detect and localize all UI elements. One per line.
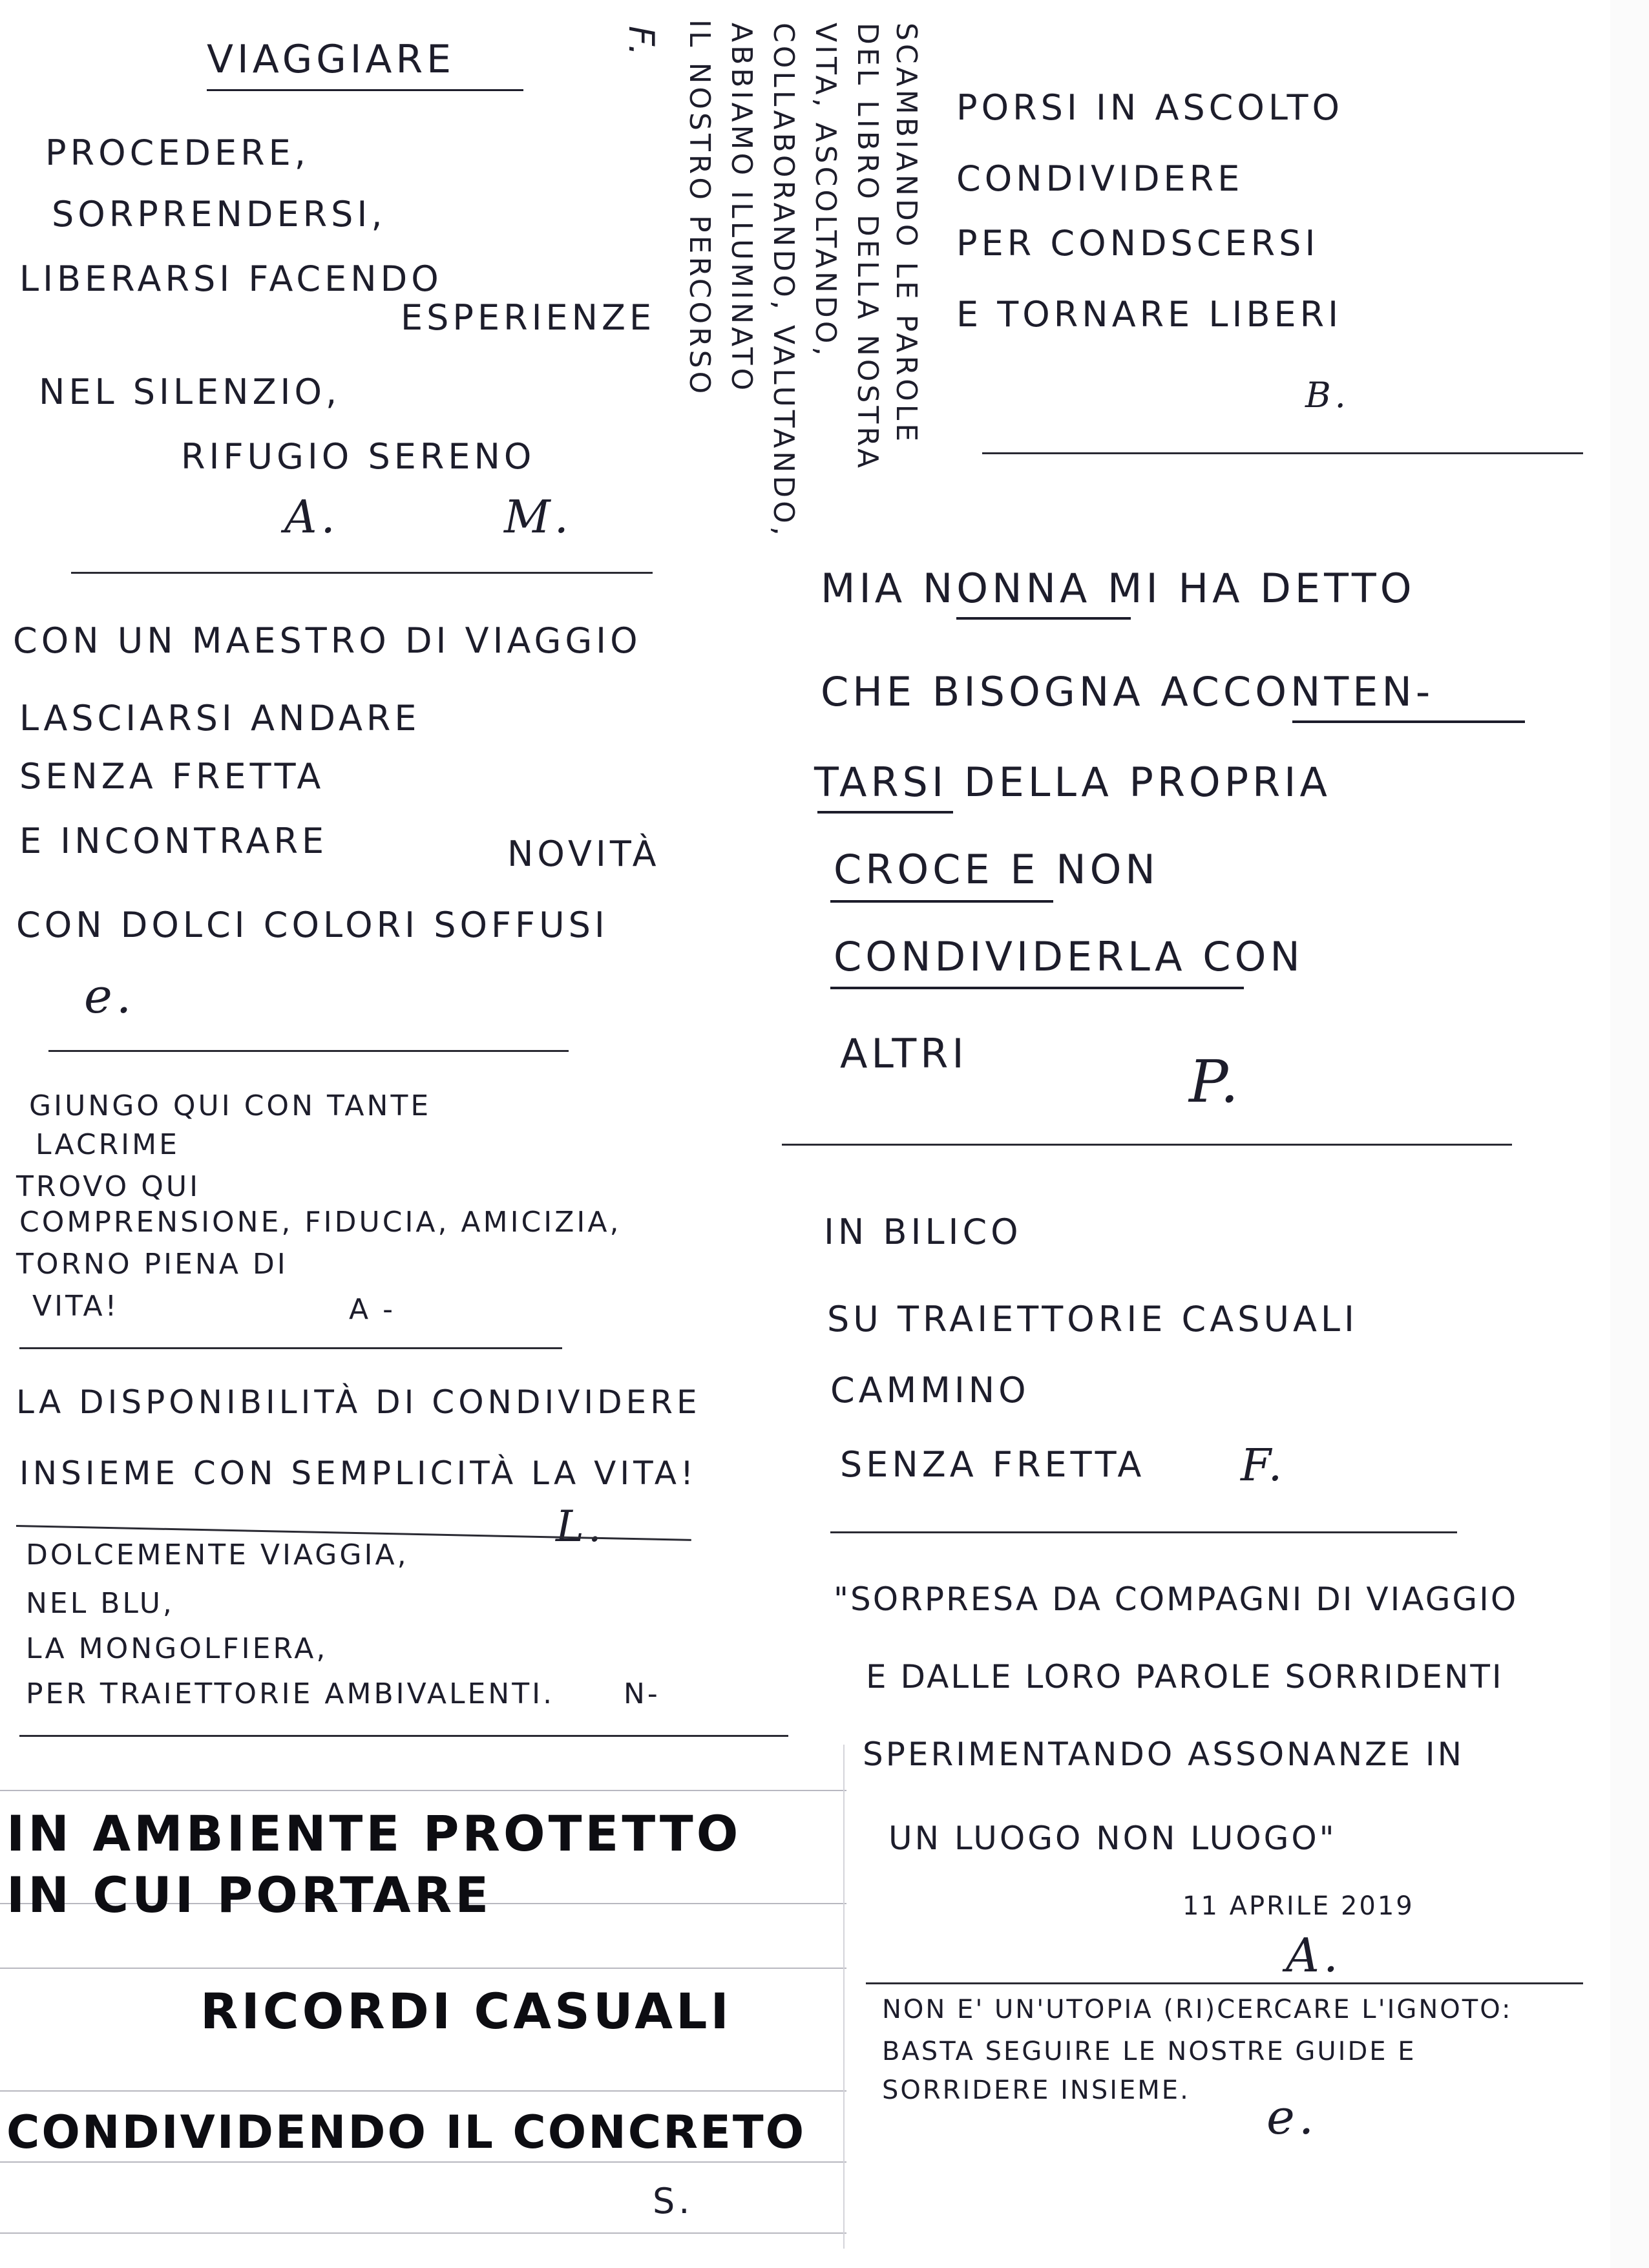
divider-line: [71, 572, 653, 574]
ruled-line: [0, 2232, 846, 2234]
note-line: MIA NONNA MI HA DETTO: [821, 565, 1416, 612]
note-line: ESPERIENZE: [401, 297, 656, 338]
signature: e.: [1266, 2090, 1318, 2145]
note-line: SENZA FRETTA: [840, 1444, 1146, 1485]
note-line: PER CONDSCERSI: [956, 223, 1319, 264]
vertical-line: SCAMBIANDO LE PAROLE: [890, 23, 923, 445]
note-line: PORSI IN ASCOLTO: [956, 87, 1344, 128]
ruled-line: [0, 2161, 846, 2163]
note-line: RICORDI CASUALI: [200, 1982, 732, 2040]
signature: F.: [1241, 1440, 1287, 1491]
scan-edge: [1610, 0, 1649, 2268]
note-line: SORRIDERE INSIEME.: [882, 2075, 1190, 2105]
vertical-line: COLLABORANDO, VALUTANDO,: [767, 23, 800, 539]
note-line: RIFUGIO SERENO: [181, 436, 536, 477]
signature: e.: [84, 969, 136, 1024]
note-line: LASCIARSI ANDARE: [19, 698, 421, 739]
note-line: INSIEME CON SEMPLICITÀ LA VITA!: [19, 1454, 698, 1492]
signature: P.: [1189, 1048, 1243, 1116]
signature: S.: [653, 2181, 694, 2221]
note-line: IN BILICO: [824, 1212, 1022, 1252]
signature: N-: [624, 1677, 660, 1710]
divider-line: [782, 1144, 1512, 1146]
note-line: LACRIME: [36, 1128, 180, 1161]
signature: A.: [1286, 1928, 1342, 1982]
vertical-line: VITA, ASCOLTANDO,: [809, 23, 842, 359]
note-line: IN AMBIENTE PROTETTO: [6, 1805, 742, 1862]
note-line: NON E' UN'UTOPIA (RI)CERCARE L'IGNOTO:: [882, 1995, 1513, 2024]
divider-line: [48, 1050, 569, 1052]
word-underline: [956, 617, 1131, 620]
note-line: SPERIMENTANDO ASSONANZE IN: [863, 1736, 1465, 1773]
note-line: E TORNARE LIBERI: [956, 294, 1343, 335]
ruled-line: [0, 1968, 846, 1969]
word-underline: [830, 900, 1053, 903]
signature: L.: [556, 1502, 605, 1551]
note-line: CONDIVIDERE: [956, 158, 1244, 199]
word-underline: [830, 987, 1244, 989]
ruled-line: [0, 2090, 846, 2092]
note-line: TORNO PIENA DI: [16, 1248, 288, 1281]
date: 11 APRILE 2019: [1182, 1891, 1414, 1921]
note-line: NOVITÀ: [507, 834, 660, 874]
note-line: E INCONTRARE: [19, 821, 328, 861]
vertical-line: IL NOSTRO PERCORSO: [683, 19, 716, 397]
note-line: PER TRAIETTORIE AMBIVALENTI.: [26, 1677, 555, 1710]
note-line: UN LUOGO NON LUOGO": [888, 1820, 1337, 1857]
note-line: E DALLE LORO PAROLE SORRIDENTI: [866, 1658, 1504, 1696]
note-line: LIBERARSI FACENDO: [19, 258, 443, 299]
note-line: LA DISPONIBILITÀ DI CONDIVIDERE: [16, 1383, 701, 1421]
note-line: NEL SILENZIO,: [39, 372, 341, 412]
note-line: IN CUI PORTARE: [6, 1866, 492, 1924]
note-line: GIUNGO QUI CON TANTE: [29, 1089, 432, 1122]
divider-line: [866, 1982, 1583, 1984]
word-underline: [1292, 720, 1525, 723]
note-line: CONDIVIDENDO IL CONCRETO: [6, 2106, 806, 2159]
paper-edge: [843, 1745, 845, 2249]
note-line: CROCE E NON: [834, 846, 1159, 893]
signature: M.: [504, 490, 572, 543]
note-line: SU TRAIETTORIE CASUALI: [827, 1299, 1358, 1339]
divider-line: [19, 1347, 562, 1349]
signature: F.: [621, 26, 662, 59]
note-line: NEL BLU,: [26, 1587, 174, 1620]
note-line: CONDIVIDERLA CON: [834, 933, 1304, 980]
note-line: PROCEDERE,: [45, 132, 310, 173]
note-line: VITA!: [32, 1290, 120, 1323]
note-line: TROVO QUI: [16, 1170, 201, 1203]
divider-line: [982, 452, 1583, 454]
note-line: CON UN MAESTRO DI VIAGGIO: [13, 620, 642, 661]
note-line: SENZA FRETTA: [19, 756, 325, 797]
signature: A -: [349, 1293, 395, 1326]
note-line: CHE BISOGNA ACCONTEN-: [821, 668, 1434, 715]
note-line: DOLCEMENTE VIAGGIA,: [26, 1538, 409, 1571]
signature: A.: [284, 490, 339, 543]
title-underline: [207, 89, 523, 91]
note-title: VIAGGIARE: [207, 37, 456, 82]
note-line: BASTA SEGUIRE LE NOSTRE GUIDE E: [882, 2037, 1416, 2066]
note-line: CAMMINO: [830, 1370, 1030, 1411]
divider-line: [830, 1531, 1457, 1533]
note-line: "SORPRESA DA COMPAGNI DI VIAGGIO: [834, 1580, 1518, 1618]
note-line: ALTRI: [840, 1030, 968, 1077]
signature: B.: [1305, 375, 1350, 415]
note-line: LA MONGOLFIERA,: [26, 1632, 328, 1665]
vertical-line: DEL LIBRO DELLA NOSTRA: [851, 23, 884, 472]
note-line: TARSI DELLA PROPRIA: [814, 759, 1331, 806]
note-line: COMPRENSIONE, FIDUCIA, AMICIZIA,: [19, 1206, 622, 1239]
note-line: SORPRENDERSI,: [52, 194, 386, 235]
word-underline: [817, 811, 953, 814]
ruled-line: [0, 1790, 846, 1791]
note-line: CON DOLCI COLORI SOFFUSI: [16, 905, 609, 945]
divider-line: [19, 1735, 788, 1737]
vertical-line: ABBIAMO ILLUMINATO: [725, 23, 758, 394]
